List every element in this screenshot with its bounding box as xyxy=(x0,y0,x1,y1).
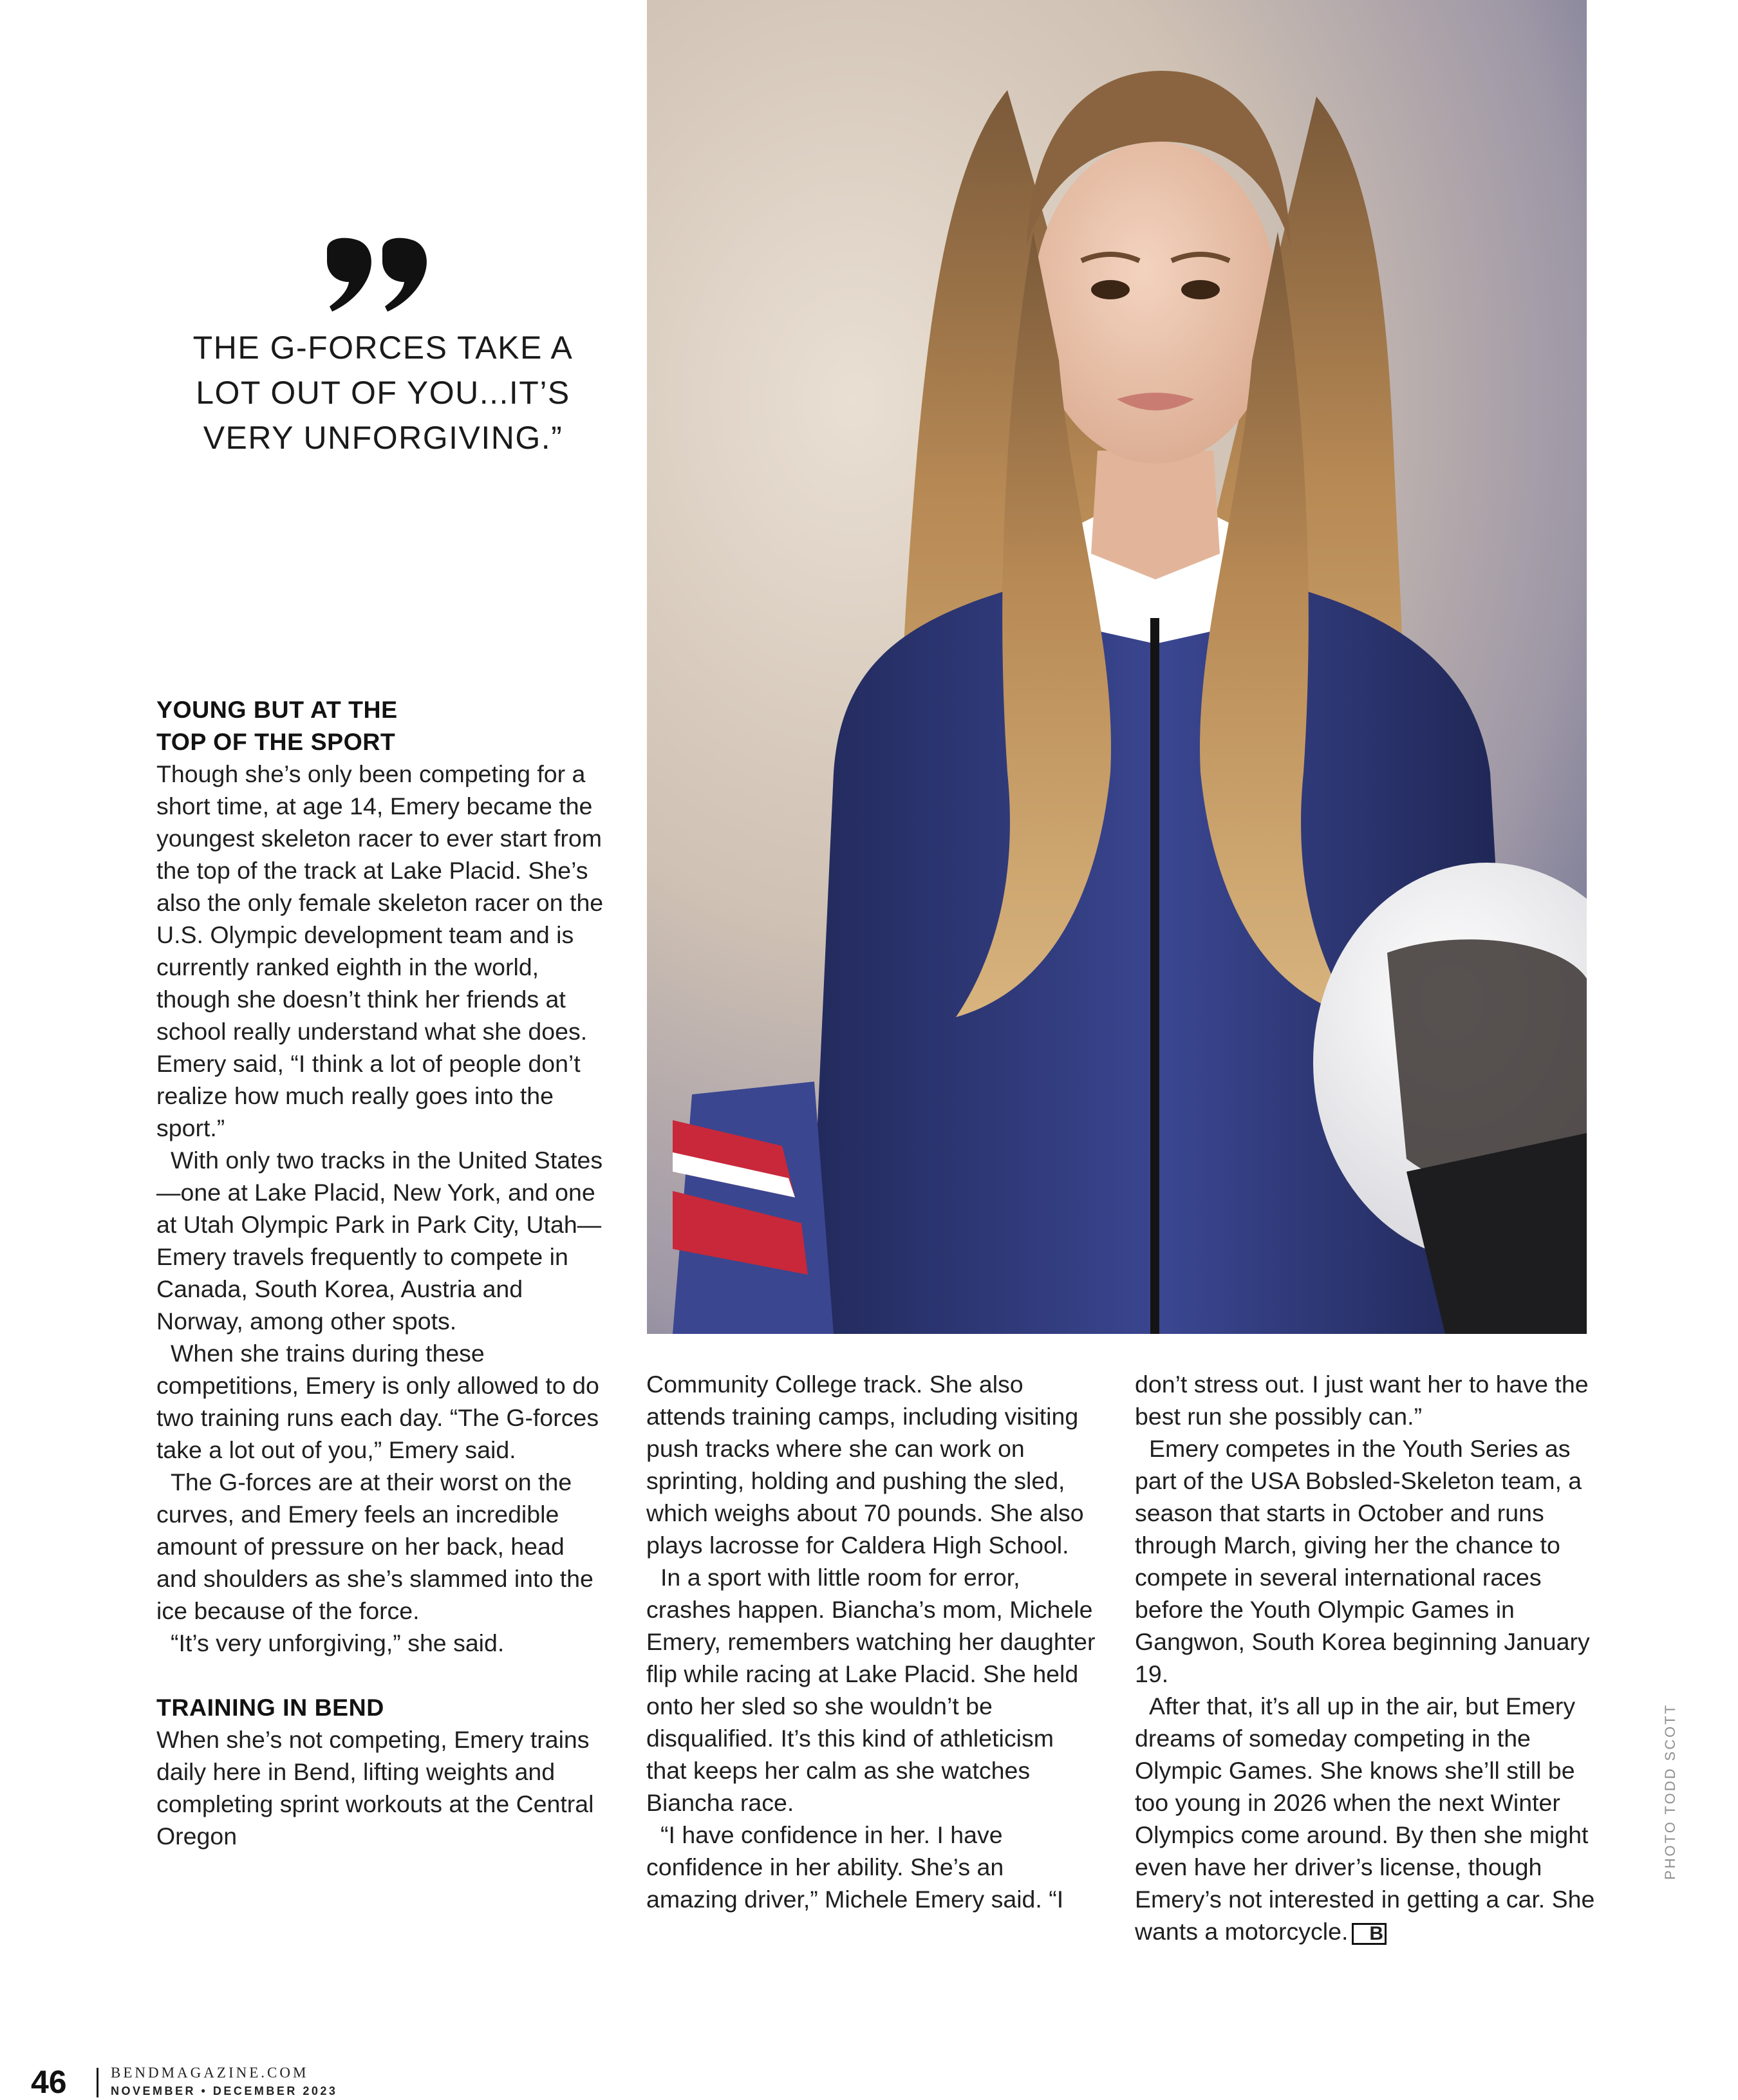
paragraph: Emery competes in the Youth Series as part of the USA Bobsled-Skeleton team, a season that starts in October and runs through March, giving her the chance to compete in several international races before the Youth Olympic Games in Gangwon, South Korea beginning January 19. xyxy=(1135,1435,1590,1687)
article-column-2 xyxy=(646,1368,1097,1915)
section-heading: TRAINING IN BEND xyxy=(156,1694,384,1721)
paragraph: With only two tracks in the United States—one at Lake Placid, New York, and one at Utah Olympic Park in Park City, Utah—Emery travels frequently to compete in Canada, South Korea, Austria and Norway, among other spots. xyxy=(156,1147,603,1335)
paragraph: “I have confidence in her. I have confidence in her ability. She’s an amazing driver,” Michele Emery said. “I xyxy=(646,1821,1064,1913)
paragraph xyxy=(1135,1690,1598,1947)
paragraph: When she trains during these competitions, Emery is only allowed to do two training runs each day. “The G-forces take a lot out of you,” Emery said. xyxy=(156,1340,599,1463)
quote-mark-icon xyxy=(321,237,430,314)
paragraph: The G-forces are at their worst on the curves, and Emery feels an incredible amount of pressure on her back, head and shoulders as she’s slammed into the ice because of the force. xyxy=(156,1468,593,1624)
article-column-1 xyxy=(156,693,607,1852)
section-heading-line: YOUNG BUT AT THE xyxy=(156,696,398,723)
footer-site: BENDMAGAZINE.COM xyxy=(111,2065,309,2081)
paragraph: In a sport with little room for error, crashes happen. Biancha’s mom, Michele Emery, remembers watching her daughter flip while racing at Lake Placid. She held onto her sled so she wouldn’t be disqualified. It’s this kind of athleticism that keeps her calm as she watches Biancha race. xyxy=(646,1564,1096,1816)
pull-quote-line: THE G-FORCES TAKE A xyxy=(192,330,574,366)
paragraph: don’t stress out. I just want her to have the best run she possibly can.” xyxy=(1135,1371,1589,1430)
paragraph: Though she’s only been competing for a short time, at age 14, Emery became the youngest skeleton racer to ever start from the top of the track at Lake Placid. She’s also the only female skeleton racer on the U.S. Olympic development team and is currently ranked eighth in the world, though she doesn’t think her friends at school really understand what she does. Emery said, “I think a lot of people don’t realize how much really goes into the sport.” xyxy=(156,760,604,1141)
footer-issue: NOVEMBER • DECEMBER 2023 xyxy=(111,2085,338,2097)
paragraph: Community College track. She also attends training camps, including visiting push tracks where she can work on sprinting, holding and pushing the sled, which weighs about 70 pounds. She also plays lacrosse for Caldera High School. xyxy=(646,1371,1084,1559)
pull-quote-line: LOT OUT OF YOU...IT’S xyxy=(196,375,570,411)
athlete-photo xyxy=(647,0,1587,1334)
section-heading xyxy=(156,693,607,758)
page-number: 46 xyxy=(31,2064,67,2100)
pull-quote-line: VERY UNFORGIVING.” xyxy=(203,420,563,456)
photo-credit: PHOTO TODD SCOTT xyxy=(1662,1703,1678,1880)
section-heading-line: TOP OF THE SPORT xyxy=(156,728,396,755)
paragraph-text: After that, it’s all up in the air, but Emery dreams of someday competing in the Olympic Games. She knows she’ll still be too young in 2026 when the next Winter Olympics come around. By then she might even have her driver’s license, though Emery’s not interested in getting a car. She wants a motorcycle. xyxy=(1135,1692,1595,1945)
footer-divider xyxy=(97,2068,98,2097)
end-mark-icon: B xyxy=(1352,1923,1387,1945)
pull-quote xyxy=(174,325,592,460)
athlete-illustration xyxy=(647,0,1587,1334)
article-column-3 xyxy=(1135,1368,1598,1947)
paragraph: When she’s not competing, Emery trains daily here in Bend, lifting weights and completing sprint workouts at the Central Oregon xyxy=(156,1726,594,1850)
paragraph: “It’s very unforgiving,” she said. xyxy=(171,1629,505,1656)
